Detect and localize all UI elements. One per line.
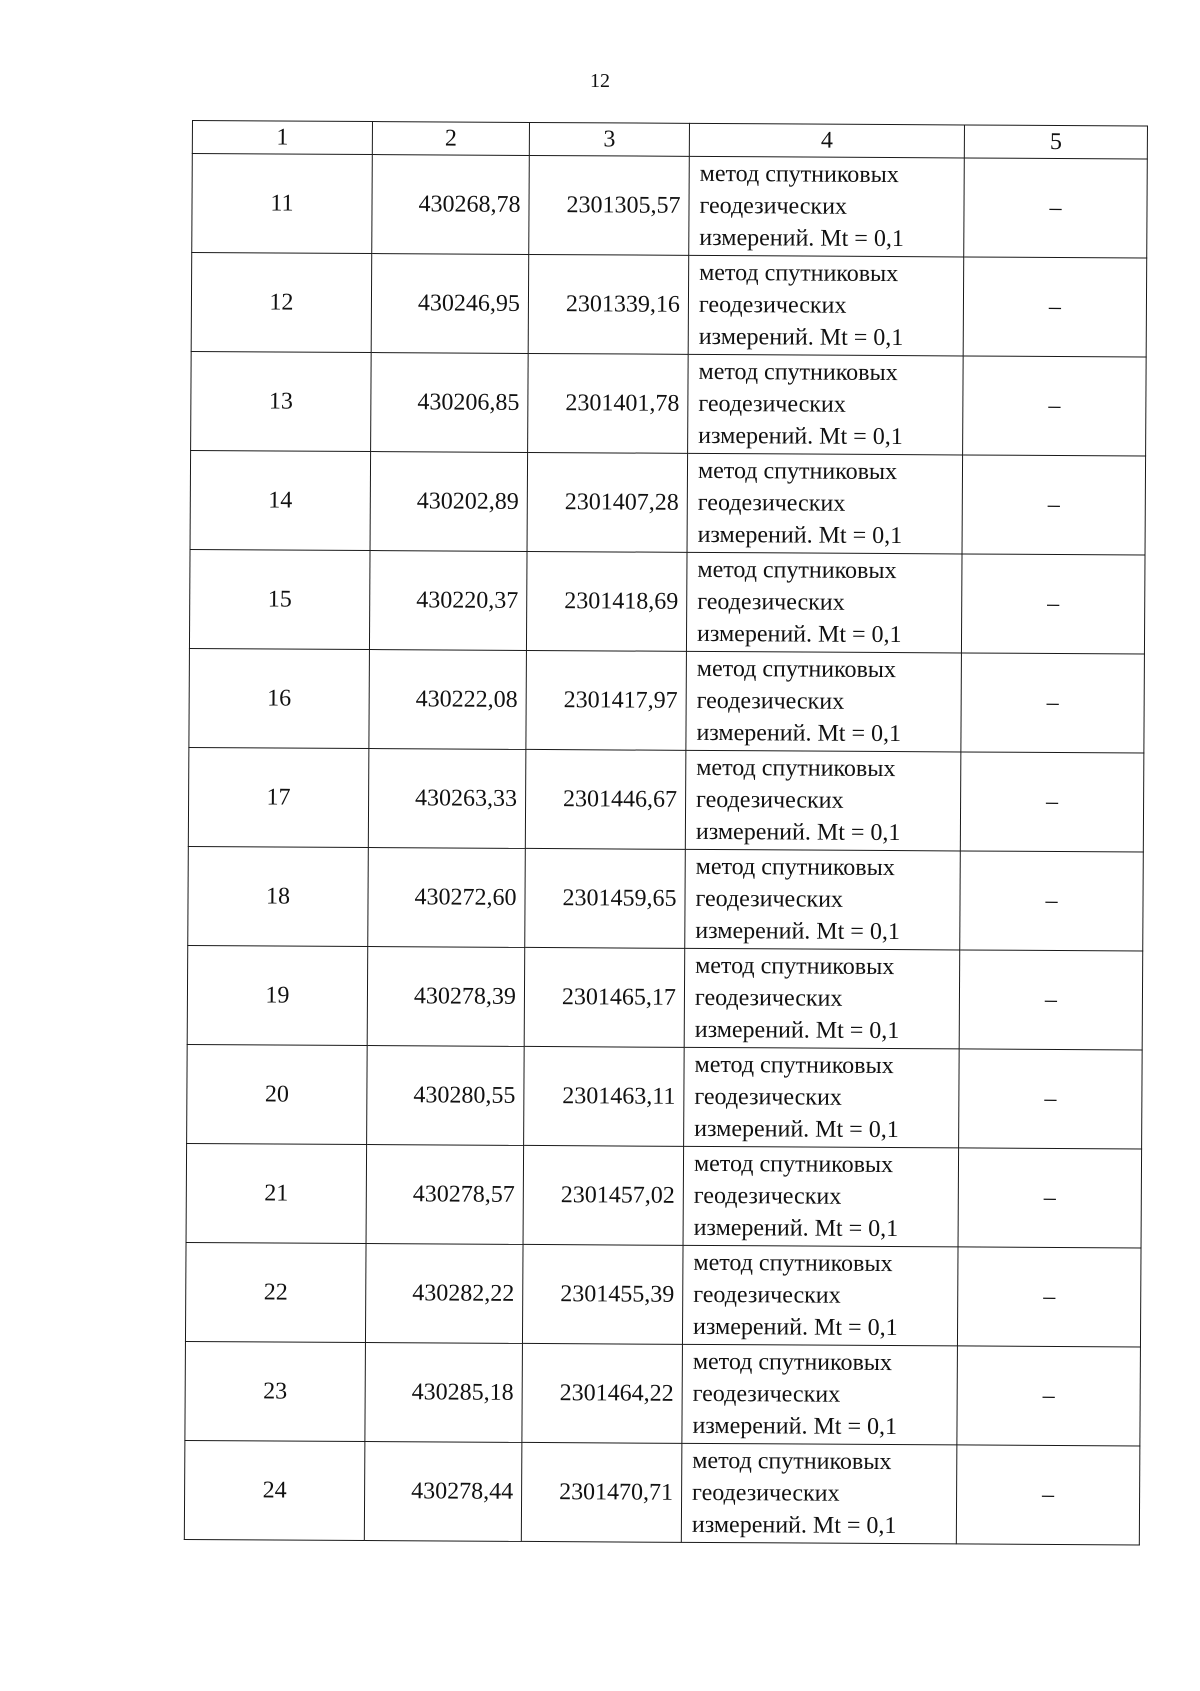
method-line-1: метод спутниковых (699, 259, 899, 288)
x-coordinate-cell: 430278,44 (364, 1442, 522, 1542)
point-number-cell: 11 (192, 154, 373, 254)
method-cell (685, 750, 961, 851)
method-line-2: геодезических (696, 786, 844, 814)
note-cell: – (963, 356, 1147, 456)
note-cell: – (958, 1148, 1142, 1248)
table-row (187, 1044, 1143, 1148)
y-coordinate-cell: 2301465,17 (524, 947, 685, 1047)
y-coordinate-cell: 2301407,28 (527, 452, 688, 552)
x-coordinate-cell: 430285,18 (365, 1343, 523, 1443)
point-number-cell: 18 (188, 846, 369, 946)
note-cell: – (962, 455, 1146, 555)
method-line-2: геодезических (699, 192, 848, 220)
y-coordinate-cell: 2301305,57 (529, 155, 690, 255)
method-line-1: метод спутниковых (696, 655, 897, 684)
method-line-1: метод спутниковых (697, 556, 897, 585)
point-number-cell: 13 (191, 351, 372, 451)
method-cell (687, 453, 963, 554)
table-row (186, 1143, 1142, 1247)
method-cell (682, 1245, 958, 1346)
method-line-2: геодезических (697, 588, 845, 616)
method-cell (688, 255, 964, 356)
x-coordinate-cell: 430282,22 (365, 1244, 523, 1344)
method-line-1: метод спутниковых (693, 1249, 893, 1278)
note-cell: – (963, 257, 1147, 357)
coordinates-table (184, 120, 1148, 1545)
header-cell-2: 2 (372, 122, 529, 156)
method-line-3: измерений. Mt = 0,1 (694, 1115, 899, 1144)
method-line-3: измерений. Mt = 0,1 (693, 1214, 899, 1243)
point-number-cell: 22 (185, 1242, 366, 1342)
method-line-3: измерений. Mt = 0,1 (698, 422, 903, 451)
point-number-cell: 14 (190, 450, 371, 550)
table-row (185, 1341, 1141, 1445)
x-coordinate-cell: 430280,55 (367, 1046, 525, 1146)
method-line-2: геодезических (697, 489, 846, 517)
method-line-1: метод спутниковых (695, 952, 895, 981)
header-cell-1: 1 (192, 121, 372, 155)
method-cell (686, 552, 962, 653)
y-coordinate-cell: 2301417,97 (526, 650, 687, 750)
table-row (192, 154, 1148, 258)
point-number-cell: 15 (189, 549, 370, 649)
y-coordinate-cell: 2301470,71 (521, 1442, 682, 1542)
method-cell (683, 1146, 959, 1247)
method-line-3: измерений. Mt = 0,1 (699, 224, 904, 253)
y-coordinate-cell: 2301401,78 (528, 353, 689, 453)
x-coordinate-cell: 430278,57 (366, 1145, 524, 1245)
y-coordinate-cell: 2301457,02 (523, 1145, 684, 1245)
method-line-3: измерений. Mt = 0,1 (696, 620, 902, 649)
method-line-3: измерений. Mt = 0,1 (698, 323, 904, 352)
table-row (189, 648, 1145, 752)
method-cell (685, 849, 961, 950)
point-number-cell: 19 (187, 945, 368, 1045)
x-coordinate-cell: 430222,08 (369, 650, 527, 750)
y-coordinate-cell: 2301464,22 (522, 1343, 683, 1443)
method-cell (686, 651, 962, 752)
method-line-2: геодезических (698, 390, 846, 418)
method-cell (682, 1344, 958, 1445)
y-coordinate-cell: 2301455,39 (522, 1244, 683, 1344)
y-coordinate-cell: 2301446,67 (525, 749, 686, 849)
note-cell: – (956, 1445, 1140, 1545)
table-row (191, 351, 1147, 455)
point-number-cell: 16 (189, 648, 370, 748)
method-line-3: измерений. Mt = 0,1 (692, 1412, 898, 1441)
x-coordinate-cell: 430206,85 (371, 353, 529, 453)
method-line-2: геодезических (693, 1182, 842, 1210)
x-coordinate-cell: 430272,60 (368, 848, 526, 948)
table-row (188, 846, 1144, 950)
table-row (190, 450, 1146, 554)
x-coordinate-cell: 430202,89 (370, 452, 528, 552)
point-number-cell: 12 (191, 253, 372, 353)
method-line-2: геодезических (692, 1479, 840, 1507)
page-number: 12 (590, 70, 610, 92)
header-cell-3: 3 (529, 122, 689, 156)
method-line-2: геодезических (698, 291, 847, 319)
y-coordinate-cell: 2301463,11 (524, 1046, 685, 1146)
method-line-2: геодезических (694, 984, 843, 1012)
point-number-cell: 17 (188, 747, 369, 847)
method-cell (688, 354, 964, 455)
y-coordinate-cell: 2301418,69 (526, 551, 687, 651)
method-line-2: геодезических (694, 1083, 842, 1111)
note-cell: – (957, 1346, 1141, 1446)
method-line-3: измерений. Mt = 0,1 (697, 521, 903, 550)
y-coordinate-cell: 2301339,16 (528, 254, 689, 354)
header-cell-4: 4 (689, 123, 964, 158)
method-cell (681, 1443, 957, 1544)
y-coordinate-cell: 2301459,65 (525, 848, 686, 948)
method-line-1: метод спутниковых (695, 853, 895, 882)
method-cell (684, 1047, 960, 1148)
method-line-2: геодезических (696, 687, 845, 715)
point-number-cell: 24 (184, 1440, 365, 1540)
point-number-cell: 20 (187, 1044, 368, 1144)
method-line-3: измерений. Mt = 0,1 (694, 1016, 900, 1045)
note-cell: – (964, 158, 1148, 258)
method-line-1: метод спутниковых (692, 1447, 892, 1476)
x-coordinate-cell: 430220,37 (369, 551, 527, 651)
method-line-2: геодезических (695, 885, 844, 913)
note-cell: – (959, 1049, 1143, 1149)
note-cell: – (961, 653, 1145, 753)
x-coordinate-cell: 430278,39 (367, 947, 525, 1047)
method-line-3: измерений. Mt = 0,1 (695, 917, 900, 946)
x-coordinate-cell: 430246,95 (371, 254, 529, 354)
method-line-2: геодезических (692, 1380, 841, 1408)
method-line-1: метод спутниковых (694, 1051, 894, 1080)
note-cell: – (960, 851, 1144, 951)
table-row (191, 253, 1147, 357)
table-row (187, 945, 1143, 1049)
header-cell-5: 5 (964, 125, 1147, 159)
method-line-1: метод спутниковых (693, 1150, 894, 1179)
method-line-1: метод спутниковых (697, 457, 898, 486)
note-cell: – (960, 752, 1144, 852)
method-cell (684, 948, 960, 1049)
point-number-cell: 21 (186, 1143, 367, 1243)
note-cell: – (961, 554, 1145, 654)
method-line-3: измерений. Mt = 0,1 (695, 818, 901, 847)
table-row (184, 1440, 1140, 1544)
method-cell (689, 156, 965, 257)
table-header-row (192, 121, 1147, 159)
method-line-1: метод спутниковых (692, 1348, 893, 1377)
method-line-3: измерений. Mt = 0,1 (691, 1511, 897, 1540)
table-row (185, 1242, 1141, 1346)
point-number-cell: 23 (185, 1341, 366, 1441)
table-row (188, 747, 1144, 851)
table-row (189, 549, 1145, 653)
method-line-1: метод спутниковых (696, 754, 896, 783)
method-line-3: измерений. Mt = 0,1 (692, 1313, 898, 1342)
note-cell: – (959, 950, 1143, 1050)
note-cell: – (957, 1247, 1141, 1347)
x-coordinate-cell: 430268,78 (372, 155, 530, 255)
method-line-2: геодезических (693, 1281, 841, 1309)
method-line-1: метод спутниковых (699, 160, 899, 189)
method-line-3: измерений. Mt = 0,1 (696, 719, 902, 748)
method-line-1: метод спутниковых (698, 358, 898, 387)
x-coordinate-cell: 430263,33 (368, 749, 526, 849)
